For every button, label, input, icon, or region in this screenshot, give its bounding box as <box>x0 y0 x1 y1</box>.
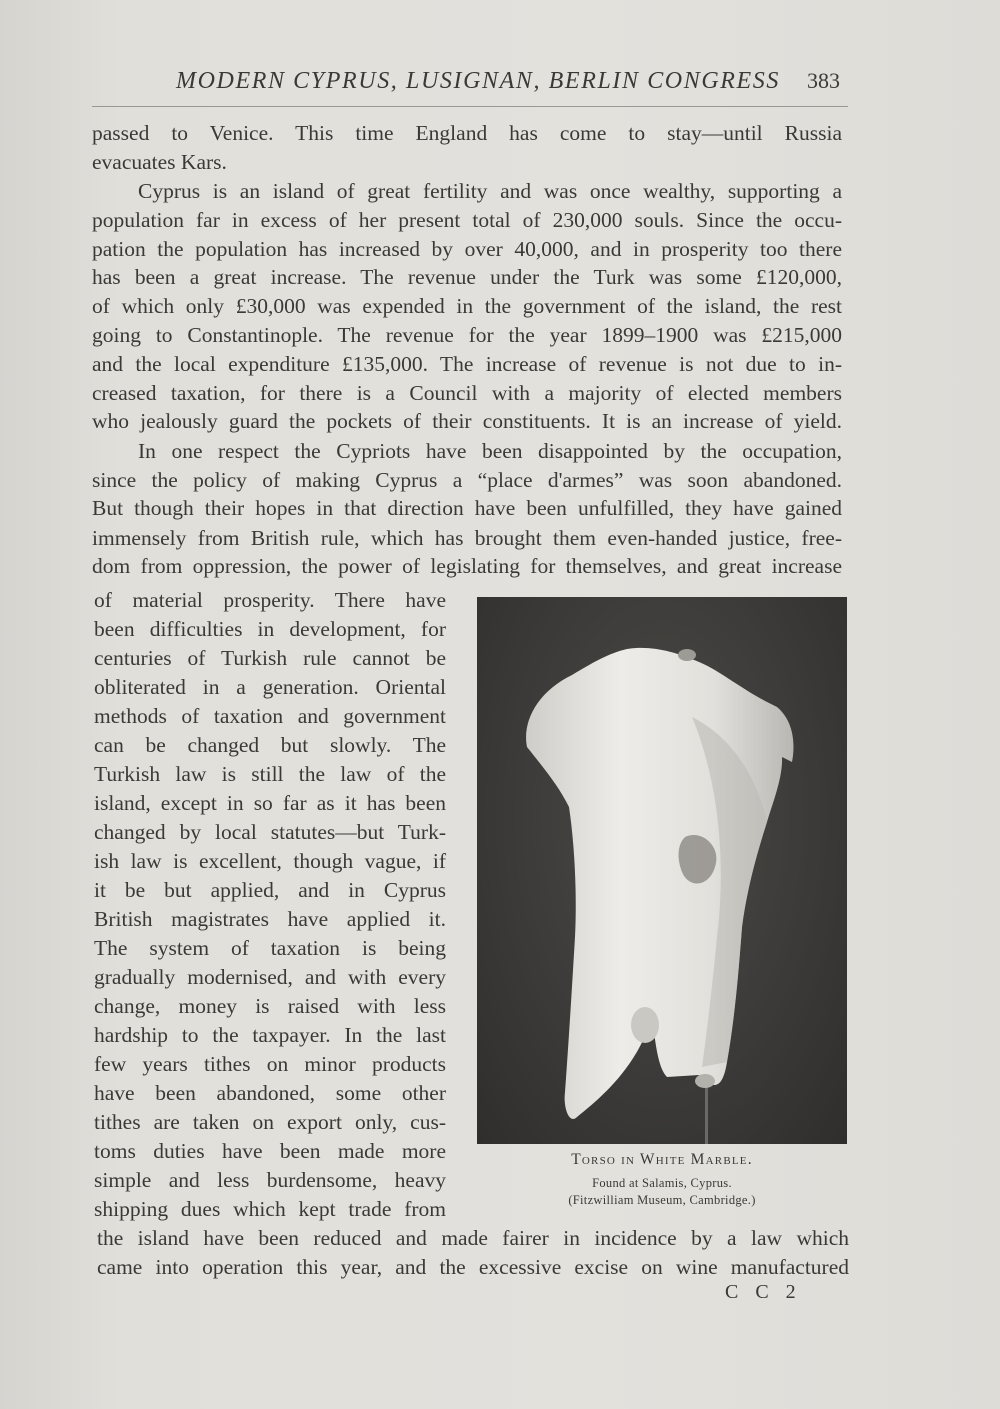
text-line: and the local expenditure £135,000. The increase of revenue is not due to in- <box>92 352 842 376</box>
text-line: creased taxation, for there is a Council with a majority of elected members <box>92 381 842 405</box>
text-line: But though their hopes in that direction have been unfulfilled, they have gained <box>92 496 842 520</box>
torso-photograph <box>477 597 847 1144</box>
header-rule <box>92 106 848 107</box>
text-line: few years tithes on minor products <box>94 1052 446 1076</box>
running-title: MODERN CYPRUS, LUSIGNAN, BERLIN CONGRESS <box>176 68 780 94</box>
text-line: of material prosperity. There have <box>94 588 446 612</box>
text-line: pation the population has increased by over 40,000, and in prosperity too there <box>92 237 842 261</box>
text-line: came into operation this year, and the excessive excise on wine manufactured <box>97 1255 849 1279</box>
text-line: who jealously guard the pockets of their constituents. It is an increase of yield. <box>92 409 842 433</box>
text-line: British magistrates have applied it. <box>94 907 446 931</box>
figure-caption-place: Found at Salamis, Cyprus. <box>592 1176 732 1190</box>
text-line: simple and less burdensome, heavy <box>94 1168 446 1192</box>
text-line: the island have been reduced and made fairer in incidence by a law which <box>97 1226 849 1250</box>
text-line: dom from oppression, the power of legislating for themselves, and great increase <box>92 554 842 578</box>
figure-caption-title: Torso in White Marble. <box>571 1151 753 1168</box>
text-line: The system of taxation is being <box>94 936 446 960</box>
text-line: have been abandoned, some other <box>94 1081 446 1105</box>
text-line: gradually modernised, and with every <box>94 965 446 989</box>
text-line: evacuates Kars. <box>92 150 227 174</box>
text-line: passed to Venice. This time England has come to stay—until Russia <box>92 121 842 145</box>
figure-caption-collection: (Fitzwilliam Museum, Cambridge.) <box>568 1193 756 1207</box>
text-line: it be but applied, and in Cyprus <box>94 878 446 902</box>
text-line: population far in excess of her present total of 230,000 souls. Since the occu- <box>92 208 842 232</box>
signature-mark: C C 2 <box>725 1281 802 1303</box>
page-number: 383 <box>807 68 840 93</box>
text-line: Cyprus is an island of great fertility and was once wealthy, supporting a <box>138 179 842 203</box>
text-line: island, except in so far as it has been <box>94 791 446 815</box>
marble-torso-illustration <box>477 597 847 1144</box>
text-line: shipping dues which kept trade from <box>94 1197 446 1221</box>
text-line: In one respect the Cypriots have been disappointed by the occupation, <box>138 439 842 463</box>
text-line: change, money is raised with less <box>94 994 446 1018</box>
text-line: centuries of Turkish rule cannot be <box>94 646 446 670</box>
text-line: immensely from British rule, which has brought them even-handed justice, free- <box>92 526 842 550</box>
text-line: of which only £30,000 was expended in the government of the island, the rest <box>92 294 842 318</box>
running-header <box>92 66 842 106</box>
text-line: been difficulties in development, for <box>94 617 446 641</box>
text-line: has been a great increase. The revenue under the Turk was some £120,000, <box>92 265 842 289</box>
text-line: since the policy of making Cyprus a “place d'armes” was soon abandoned. <box>92 468 842 492</box>
text-line: toms duties have been made more <box>94 1139 446 1163</box>
text-line: going to Constantinople. The revenue for the year 1899–1900 was £215,000 <box>92 323 842 347</box>
text-line: ish law is excellent, though vague, if <box>94 849 446 873</box>
text-line: methods of taxation and government <box>94 704 446 728</box>
text-line: tithes are taken on export only, cus- <box>94 1110 446 1134</box>
text-line: obliterated in a generation. Oriental <box>94 675 446 699</box>
text-line: Turkish law is still the law of the <box>94 762 446 786</box>
text-line: can be changed but slowly. The <box>94 733 446 757</box>
text-line: changed by local statutes—but Turk- <box>94 820 446 844</box>
text-line: hardship to the taxpayer. In the last <box>94 1023 446 1047</box>
